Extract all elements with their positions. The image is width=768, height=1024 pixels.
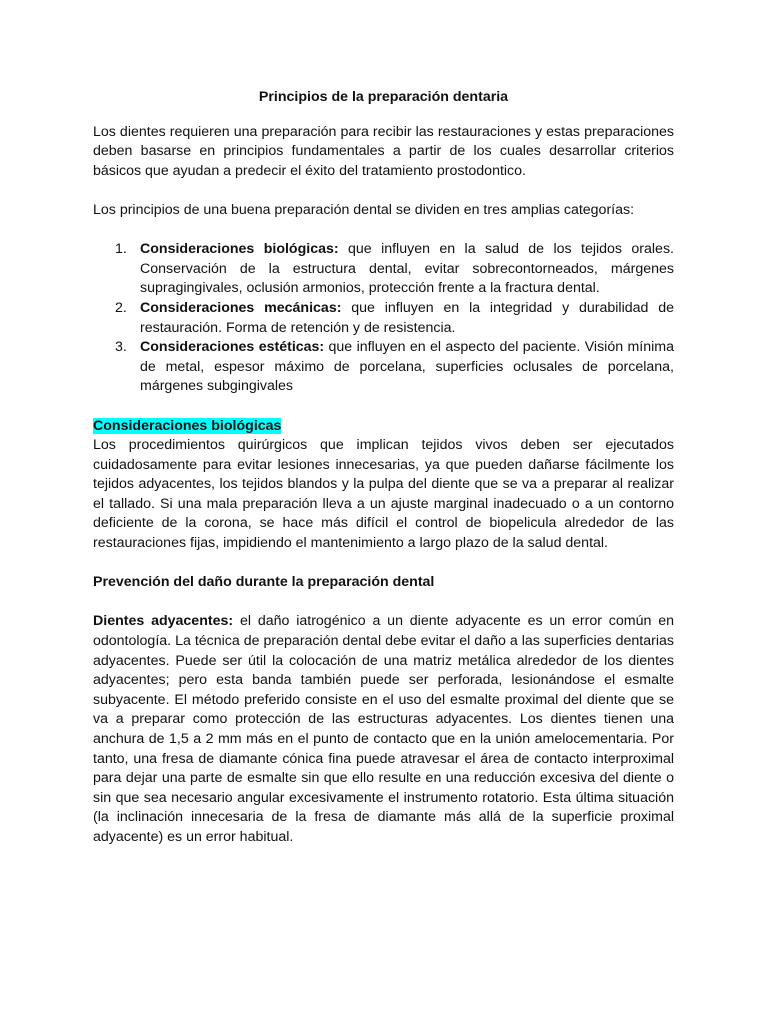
spacer bbox=[93, 554, 674, 574]
list-item bbox=[93, 299, 674, 338]
list-item bbox=[93, 338, 674, 397]
document-page bbox=[93, 88, 674, 848]
bio-heading: Consideraciones biológicas bbox=[93, 417, 282, 434]
categories-intro-paragraph: Los principios de una buena preparación dental se dividen en tres amplias categorías: bbox=[93, 201, 635, 218]
intro-paragraph: Los dientes requieren una preparación para recibir las restauraciones y estas preparaciones deben basarse en principios fundamentales a partir de los cuales desarrollar criterios básicos que ayudan a predecir el éxito del tratamiento prostodontico. bbox=[93, 123, 674, 179]
list-term: Consideraciones estéticas: bbox=[140, 339, 325, 356]
list-term: Consideraciones mecánicas: bbox=[140, 299, 342, 316]
list-number: 1. bbox=[115, 241, 127, 258]
list-text: que influyen en la salud de los tejidos orales. Conservación de la estructura dental, evitar sobrecontorneados, márgenes supragingivales, oclusión armonios, protección frente a la fractura dental. bbox=[140, 241, 674, 297]
bio-heading-line bbox=[93, 417, 674, 437]
document-title: Principios de la preparación dentaria bbox=[258, 89, 509, 105]
spacer bbox=[93, 221, 674, 241]
spacer bbox=[93, 593, 674, 613]
spacer bbox=[93, 397, 674, 417]
list-number: 2. bbox=[115, 299, 127, 316]
adjacent-term: Dientes adyacentes: bbox=[93, 613, 234, 630]
list-number: 3. bbox=[115, 339, 127, 356]
list-term: Consideraciones biológicas: bbox=[140, 241, 339, 258]
prevention-heading: Prevención del daño durante la preparación dental bbox=[93, 574, 435, 591]
list-text: que influyen en el aspecto del paciente. Visión mínima de metal, espesor máximo de porcelana, superficies oclusales de porcelana, márgenes subgingivales bbox=[140, 339, 674, 395]
bio-paragraph: Los procedimientos quirúrgicos que implican tejidos vivos deben ser ejecutados cuidadosamente para evitar lesiones innecesarias, ya que pueden dañarse fácilmente los tejidos adyacentes, los tejidos blandos y la pulpa del diente que se va a preparar al realizar el tallado. Si una mala preparación lleva a un ajuste marginal inadecuado o a un contorno deficiente de la corona, se hace más difícil el control de biopelicula alrededor de las restauraciones fijas, impidiendo el mantenimiento a largo plazo de la salud dental. bbox=[93, 437, 674, 552]
spacer bbox=[93, 181, 674, 201]
adjacent-text: el daño iatrogénico a un diente adyacente es un error común en odontología. La técnica de preparación dental debe evitar el daño a las superficies dentarias adyacentes. Puede ser útil la colocación de una matriz metálica alrededor de los dientes adyacentes; pero esta banda también puede ser perforada, lesionándose el esmalte subyacente. El método preferido consiste en el uso del esmalte proximal del diente que se va a preparar como protección de las estructuras adyacentes. Los dientes tienen una anchura de 1,5 a 2 mm más en el punto de contacto que en la unión amelocementaria. Por tanto, una fresa de diamante cónica fina puede atravesar el área de contacto interproximal para dejar una parte de esmalte sin que ello resulte en una reducción excesiva del diente o sin que sea necesario angular excesivamente el instrumento rotatorio. Esta última situación (la inclinación innecesaria de la fresa de diamante más allá de la superficie proximal adyacente) es un error habitual. bbox=[93, 613, 674, 845]
adjacent-paragraph bbox=[93, 612, 674, 847]
principles-list bbox=[93, 240, 674, 397]
list-item bbox=[93, 240, 674, 299]
list-text: que influyen en la integridad y durabilidad de restauración. Forma de retención y de resistencia. bbox=[140, 299, 674, 336]
